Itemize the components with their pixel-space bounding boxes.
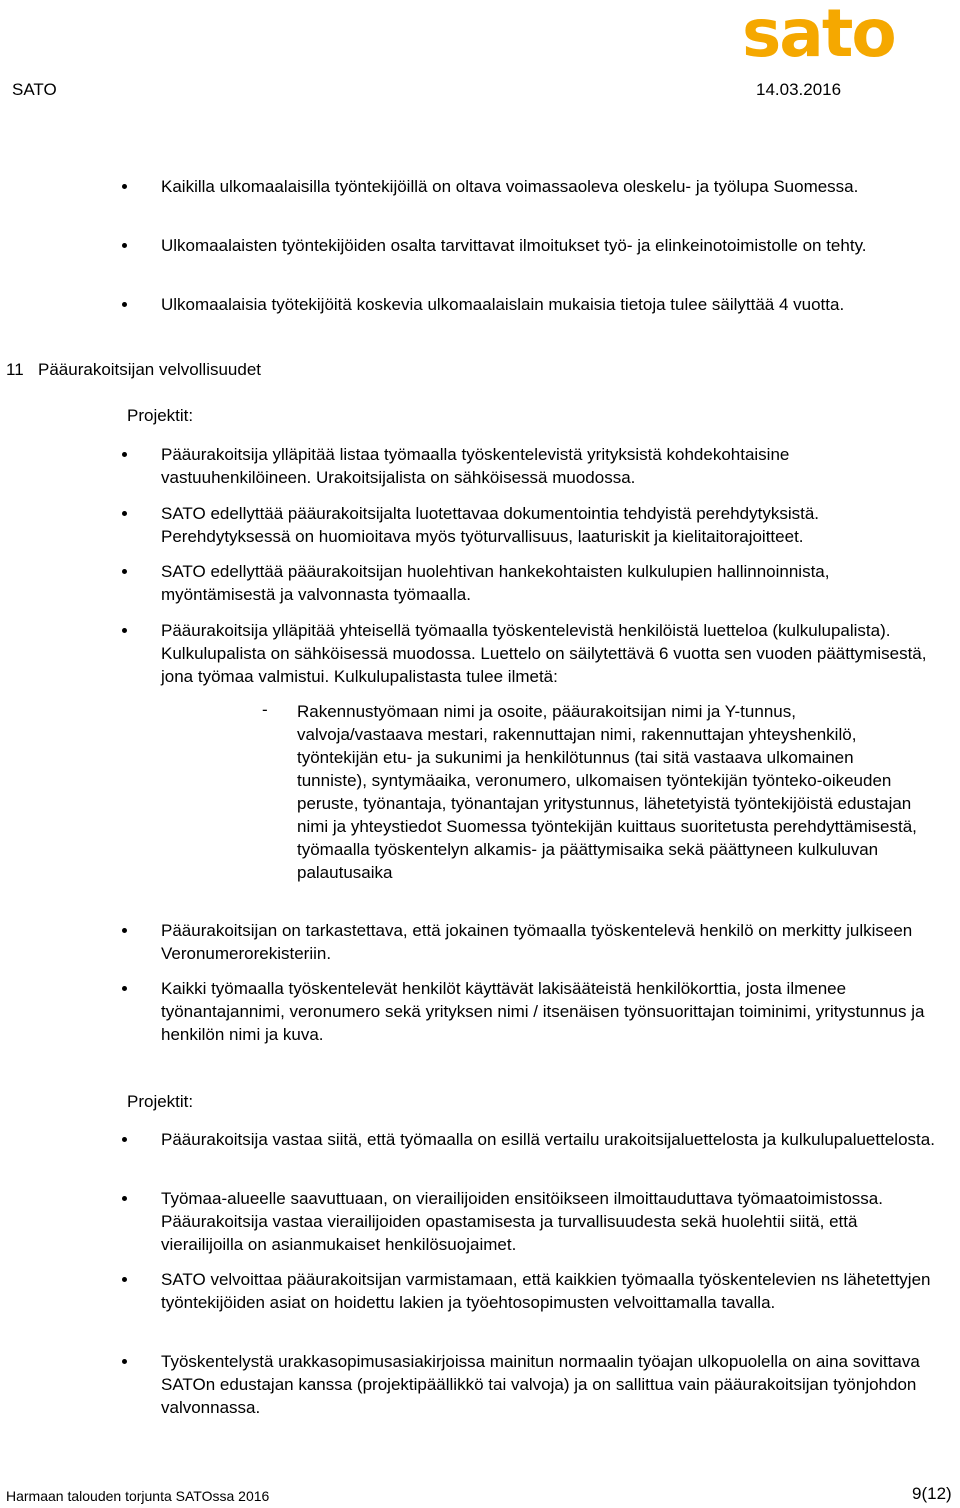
dash-list-item xyxy=(262,700,922,884)
list-item-text: Ulkomaalaisten työntekijöiden osalta tarvittavat ilmoitukset työ- ja elinkeinotoimistolle on tehty. xyxy=(161,236,867,255)
list-item-text: Kaikki työmaalla työskentelevät henkilöt käyttävät lakisääteistä henkilökorttia, josta ilmenee työnantajannimi, veronumero sekä yrityksen nimi / itsenäisen työnsuorittajan toiminimi, yritystunnus ja henkilön nimi ja kuva. xyxy=(161,979,925,1044)
list-item xyxy=(122,234,942,257)
list-item-text: SATO velvoittaa pääurakoitsijan varmistamaan, että kaikkien työmaalla työskentelevien ns lähetettyjen työntekijöiden asiat on hoidettu lakien ja työehtosopimusten velvoittamalla tavalla. xyxy=(161,1270,931,1312)
section-heading xyxy=(6,360,261,380)
list-item xyxy=(122,502,942,548)
dash-mark: - xyxy=(262,700,268,719)
list-item-text: Työmaa-alueelle saavuttuaan, on vierailijoiden ensitöikseen ilmoittauduttava työmaatoimistossa. Pääurakoitsija vastaa vierailijoiden opastamisesta ja turvallisuudesta sekä huolehtii siitä, että vierailijoilla on asianmukaiset henkilösuojaimet. xyxy=(161,1189,883,1254)
list-item-text: Pääurakoitsija ylläpitää listaa työmaalla työskentelevistä yrityksistä kohdekohtaisine vastuuhenkilöineen. Urakoitsijalista on sähköisessä muodossa. xyxy=(161,445,790,487)
bullet-icon xyxy=(122,569,127,574)
sato-logo xyxy=(742,6,952,62)
list-item xyxy=(122,560,942,606)
logo-text: sato xyxy=(742,6,895,62)
bullet-icon xyxy=(122,184,127,189)
bullet-icon xyxy=(122,1137,127,1142)
list-item-text: Pääurakoitsijan on tarkastettava, että jokainen työmaalla työskentelevä henkilö on merkitty julkiseen Veronumerorekisteriin. xyxy=(161,921,913,963)
bullet-icon xyxy=(122,986,127,991)
list-item xyxy=(122,293,942,316)
bullet-icon xyxy=(122,302,127,307)
list-item-text: Pääurakoitsija ylläpitää yhteisellä työmaalla työskentelevistä henkilöistä luetteloa (kulkulupalista). Kulkulupalista on sähköisessä muodossa. Luettelo on säilytettävä 6 vuotta sen vuoden päättymisestä, jona työmaa valmistui. Kulkulupalistasta tulee ilmetä: xyxy=(161,621,927,686)
bullet-icon xyxy=(122,1359,127,1364)
header-company: SATO xyxy=(12,80,57,99)
list-item xyxy=(122,1350,942,1419)
bullet-icon xyxy=(122,928,127,933)
list-item-text: Työskentelystä urakkasopimusasiakirjoissa mainitun normaalin työajan ulkopuolella on aina sovittava SATOn edustajan kanssa (projektipäällikkö tai valvoja) ja on sallittua vain pääurakoitsijan työnjohdon valvonnassa. xyxy=(161,1352,920,1417)
bullet-icon xyxy=(122,243,127,248)
list-item xyxy=(122,619,942,688)
footer-title: Harmaan talouden torjunta SATOssa 2016 xyxy=(6,1488,270,1504)
projektit-label: Projektit: xyxy=(127,406,194,425)
bullet-icon xyxy=(122,452,127,457)
list-item xyxy=(122,1128,942,1151)
header-date: 14.03.2016 xyxy=(756,80,842,99)
page-number: 9(12) xyxy=(912,1484,952,1503)
bullet-icon xyxy=(122,1196,127,1201)
list-item xyxy=(122,977,942,1046)
list-item xyxy=(122,1187,942,1256)
list-item xyxy=(122,1268,942,1314)
list-item-text: SATO edellyttää pääurakoitsijalta luotettavaa dokumentointia tehdyistä perehdytyksistä. Perehdytyksessä on huomioitava myös työturvallisuus, laaturiskit ja kielitaitorajoitteet. xyxy=(161,504,820,546)
bullet-icon xyxy=(122,511,127,516)
list-item-text: SATO edellyttää pääurakoitsijan huolehtivan hankekohtaisten kulkulupien hallinnoinnista, myöntämisestä ja valvonnasta työmaalla. xyxy=(161,562,830,604)
section-title: Pääurakoitsijan velvollisuudet xyxy=(38,360,262,379)
section-number: 11 xyxy=(6,360,24,379)
dash-item-text: Rakennustyömaan nimi ja osoite, pääurakoitsijan nimi ja Y-tunnus, valvoja/vastaava mestari, rakennuttajan nimi, rakennuttajan yhteyshenkilö, työntekijän etu- ja sukunimi ja henkilötunnus (tai sitä vastaava ulkomainen tunniste), syntymäaika, veronumero, ulkomaisen työntekijän työnteko-oikeuden peruste, työnantaja, työnantajan yritystunnus, lähetetyistä työntekijöistä edustajan nimi ja yhteystiedot Suomessa työntekijän kuittaus suoritetusta perehdyttämisestä, työmaalla työskentelyn alkamis- ja päättymisaika sekä päättyneen kulkuluvan palautusaika xyxy=(297,702,917,882)
bullet-icon xyxy=(122,1277,127,1282)
list-item-text: Kaikilla ulkomaalaisilla työntekijöillä on oltava voimassaoleva oleskelu- ja työlupa Suomessa. xyxy=(161,177,859,196)
projektit-label-2: Projektit: xyxy=(127,1092,194,1111)
bullet-icon xyxy=(122,628,127,633)
list-item xyxy=(122,919,942,965)
list-item-text: Ulkomaalaisia työtekijöitä koskevia ulkomaalaislain mukaisia tietoja tulee säilyttää 4 vuotta. xyxy=(161,295,845,314)
list-item xyxy=(122,175,942,198)
list-item xyxy=(122,443,942,489)
list-item-text: Pääurakoitsija vastaa siitä, että työmaalla on esillä vertailu urakoitsijaluettelosta ja kulkulupaluettelosta. xyxy=(161,1130,935,1149)
